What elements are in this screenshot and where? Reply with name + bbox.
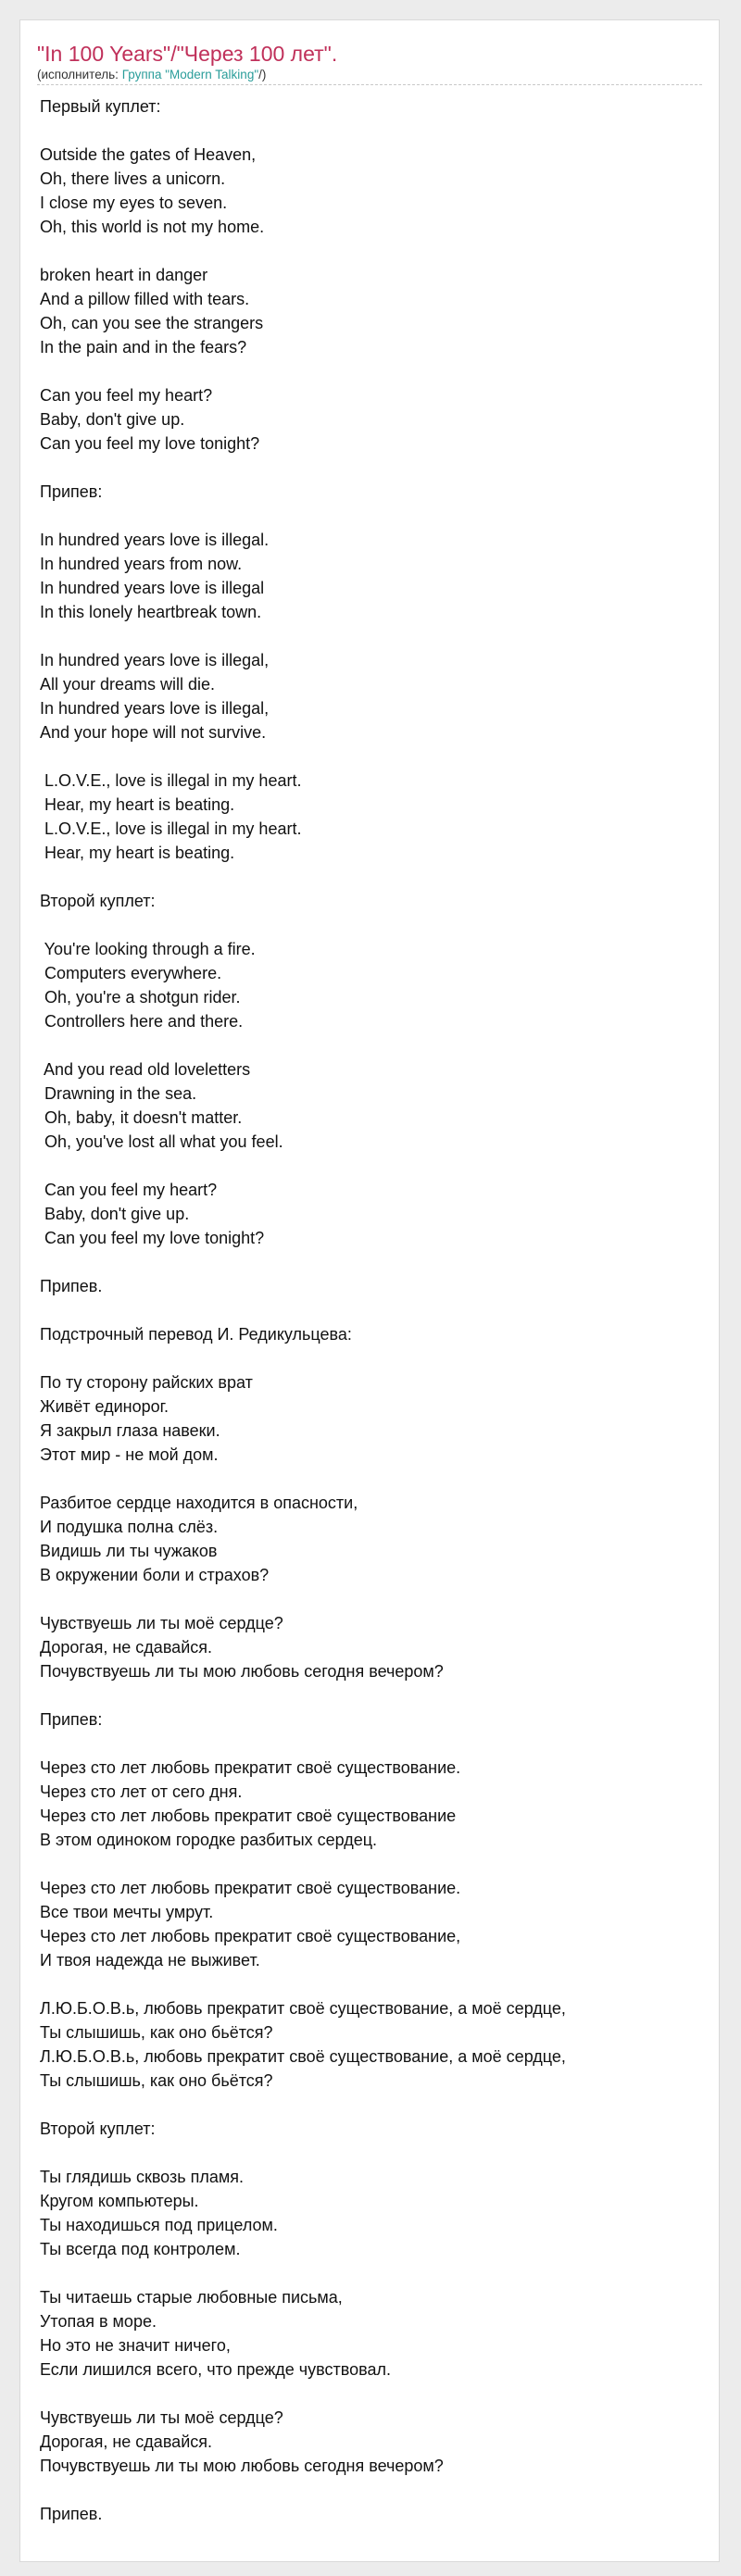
lyric-line: Живёт единорог. (40, 1397, 170, 1416)
lyric-line: Baby, don't give up. (40, 410, 185, 429)
lyric-line: In hundred years love is illegal, (40, 699, 270, 718)
blank-line (40, 2093, 701, 2117)
blank-line (40, 239, 701, 263)
lyric-line: Через сто лет любовь прекратит своё существование. (40, 1879, 461, 1897)
lyric-line: Если лишился всего, что прежде чувствовал. (40, 2360, 392, 2379)
lyric-line: L.O.V.E., love is illegal in my heart. (40, 819, 302, 838)
lyric-line: И подушка полна слёз. (40, 1518, 219, 1536)
blank-line (40, 1298, 701, 1322)
lyric-line: And a pillow filled with tears. (40, 290, 250, 308)
lyric-line: Outside the gates of Heaven, (40, 145, 257, 164)
lyric-line: Ты слышишь, как оно бьётся? (40, 2023, 273, 2042)
lyric-line: Припев. (40, 2505, 103, 2523)
blank-line (40, 456, 701, 480)
lyric-line: И твоя надежда не выживет. (40, 1951, 260, 1970)
lyric-line: Oh, you're a shotgun rider. (40, 988, 241, 1007)
lyric-line: In hundred years love is illegal (40, 579, 265, 597)
lyric-line: Дорогая, не сдавайся. (40, 2432, 212, 2451)
blank-line (40, 1972, 701, 1996)
lyric-line: Дорогая, не сдавайся. (40, 1638, 212, 1657)
lyric-line: Oh, can you see the strangers (40, 314, 264, 332)
lyric-line: Я закрыл глаза навеки. (40, 1421, 220, 1440)
lyric-line: Can you feel my love tonight? (40, 434, 260, 453)
blank-line (40, 1852, 701, 1876)
blank-line (40, 2141, 701, 2165)
lyric-line: Л.Ю.Б.О.В.ь, любовь прекратит своё существование, а моё сердце, (40, 1999, 566, 2018)
blank-line (40, 1250, 701, 1274)
lyric-line: Припев: (40, 1710, 103, 1729)
lyric-line: Can you feel my heart? (40, 386, 213, 405)
lyric-line: Припев. (40, 1277, 103, 1295)
blank-line (40, 744, 701, 769)
blank-line (40, 1732, 701, 1756)
blank-line (40, 913, 701, 937)
blank-line (40, 1467, 701, 1491)
lyric-line: Через сто лет от сего дня. (40, 1782, 243, 1801)
credit-slash: / (258, 68, 262, 81)
performer-credit (37, 67, 702, 82)
lyric-line: Почувствуешь ли ты мою любовь сегодня вечером? (40, 1662, 444, 1681)
blank-line (40, 504, 701, 528)
lyric-line: And your hope will not survive. (40, 723, 267, 742)
lyric-line: I close my eyes to seven. (40, 194, 228, 212)
lyric-line: Л.Ю.Б.О.В.ь, любовь прекратит своё существование, а моё сердце, (40, 2047, 566, 2066)
lyric-line: Ты находишься под прицелом. (40, 2216, 278, 2234)
lyric-line: Этот мир - не мой дом. (40, 1445, 219, 1464)
lyric-line: Но это не значит ничего, (40, 2336, 231, 2355)
lyric-line: Ты глядишь сквозь пламя. (40, 2168, 244, 2186)
lyric-line: По ту сторону райских врат (40, 1373, 253, 1392)
lyric-line: In hundred years love is illegal, (40, 651, 270, 669)
lyric-line: Can you feel my heart? (40, 1181, 218, 1199)
blank-line (40, 1154, 701, 1178)
lyric-line: Все твои мечты умрут. (40, 1903, 214, 1921)
lyric-line: Hear, my heart is beating. (40, 795, 235, 814)
lyric-line: Baby, don't give up. (40, 1205, 190, 1223)
lyric-line: В окружении боли и страхов? (40, 1566, 270, 1584)
blank-line (40, 2478, 701, 2502)
blank-line (40, 1587, 701, 1611)
lyric-line: Чувствуешь ли ты моё сердце? (40, 1614, 283, 1632)
blank-line (40, 1033, 701, 1057)
lyric-line: Второй куплет: (40, 2120, 156, 2138)
lyric-line: Ты слышишь, как оно бьётся? (40, 2071, 273, 2090)
lyric-line: Припев: (40, 482, 103, 501)
lyric-line: Ты читаешь старые любовные письма, (40, 2288, 343, 2307)
lyric-line: Кругом компьютеры. (40, 2192, 199, 2210)
lyric-line: In this lonely heartbreak town. (40, 603, 262, 621)
lyric-line: Ты всегда под контролем. (40, 2240, 241, 2258)
lyric-line: Oh, you've lost all what you feel. (40, 1132, 283, 1151)
lyric-line: Через сто лет любовь прекратит своё существование, (40, 1927, 461, 1945)
lyric-line: В этом одиноком городке разбитых сердец. (40, 1831, 378, 1849)
artist-link[interactable]: Группа "Modern Talking" (121, 68, 259, 81)
lyric-line: Разбитое сердце находится в опасности, (40, 1494, 358, 1512)
lyric-line: L.O.V.E., love is illegal in my heart. (40, 771, 302, 790)
lyric-line: All your dreams will die. (40, 675, 216, 694)
lyric-line: In the pain and in the fears? (40, 338, 247, 356)
lyric-line: And you read old loveletters (40, 1060, 251, 1079)
lyric-line: You're looking through a fire. (40, 940, 256, 958)
lyric-line: Утопая в море. (40, 2312, 157, 2331)
lyric-line: Видишь ли ты чужаков (40, 1542, 218, 1560)
blank-line (40, 624, 701, 648)
lyric-line: Hear, my heart is beating. (40, 844, 235, 862)
song-title: "In 100 Years"/"Через 100 лет". (37, 42, 338, 66)
lyric-line: Oh, there lives a unicorn. (40, 169, 226, 188)
lyric-line: Oh, this world is not my home. (40, 218, 265, 236)
lyric-line: Computers everywhere. (40, 964, 222, 982)
lyric-line: Controllers here and there. (40, 1012, 244, 1031)
lyric-line: In hundred years from now. (40, 555, 243, 573)
lyric-line: Второй куплет: (40, 892, 156, 910)
song-header (37, 41, 702, 85)
lyric-line: broken heart in danger (40, 266, 208, 284)
lyric-line: Can you feel my love tonight? (40, 1229, 265, 1247)
lyric-line: Почувствуешь ли ты мою любовь сегодня вечером? (40, 2457, 444, 2475)
lyric-line: Чувствуешь ли ты моё сердце? (40, 2408, 283, 2427)
lyrics-card (19, 19, 720, 2562)
blank-line (40, 119, 701, 143)
credit-close: ) (261, 68, 267, 81)
lyric-line: In hundred years love is illegal. (40, 531, 270, 549)
performer-label: (исполнитель: (37, 68, 122, 81)
blank-line (40, 359, 701, 383)
lyric-line: Первый куплет: (40, 97, 161, 116)
lyric-line: Через сто лет любовь прекратит своё существование. (40, 1758, 461, 1777)
lyric-line: Подстрочный перевод И. Редикульцева: (40, 1325, 352, 1344)
blank-line (40, 2382, 701, 2406)
blank-line (40, 1346, 701, 1370)
lyric-line: Через сто лет любовь прекратит своё существование (40, 1807, 457, 1825)
lyric-line: Oh, baby, it doesn't matter. (40, 1108, 243, 1127)
blank-line (40, 1683, 701, 1707)
lyrics-text (40, 94, 701, 2526)
blank-line (40, 2261, 701, 2285)
lyric-line: Drawning in the sea. (40, 1084, 197, 1103)
blank-line (40, 865, 701, 889)
